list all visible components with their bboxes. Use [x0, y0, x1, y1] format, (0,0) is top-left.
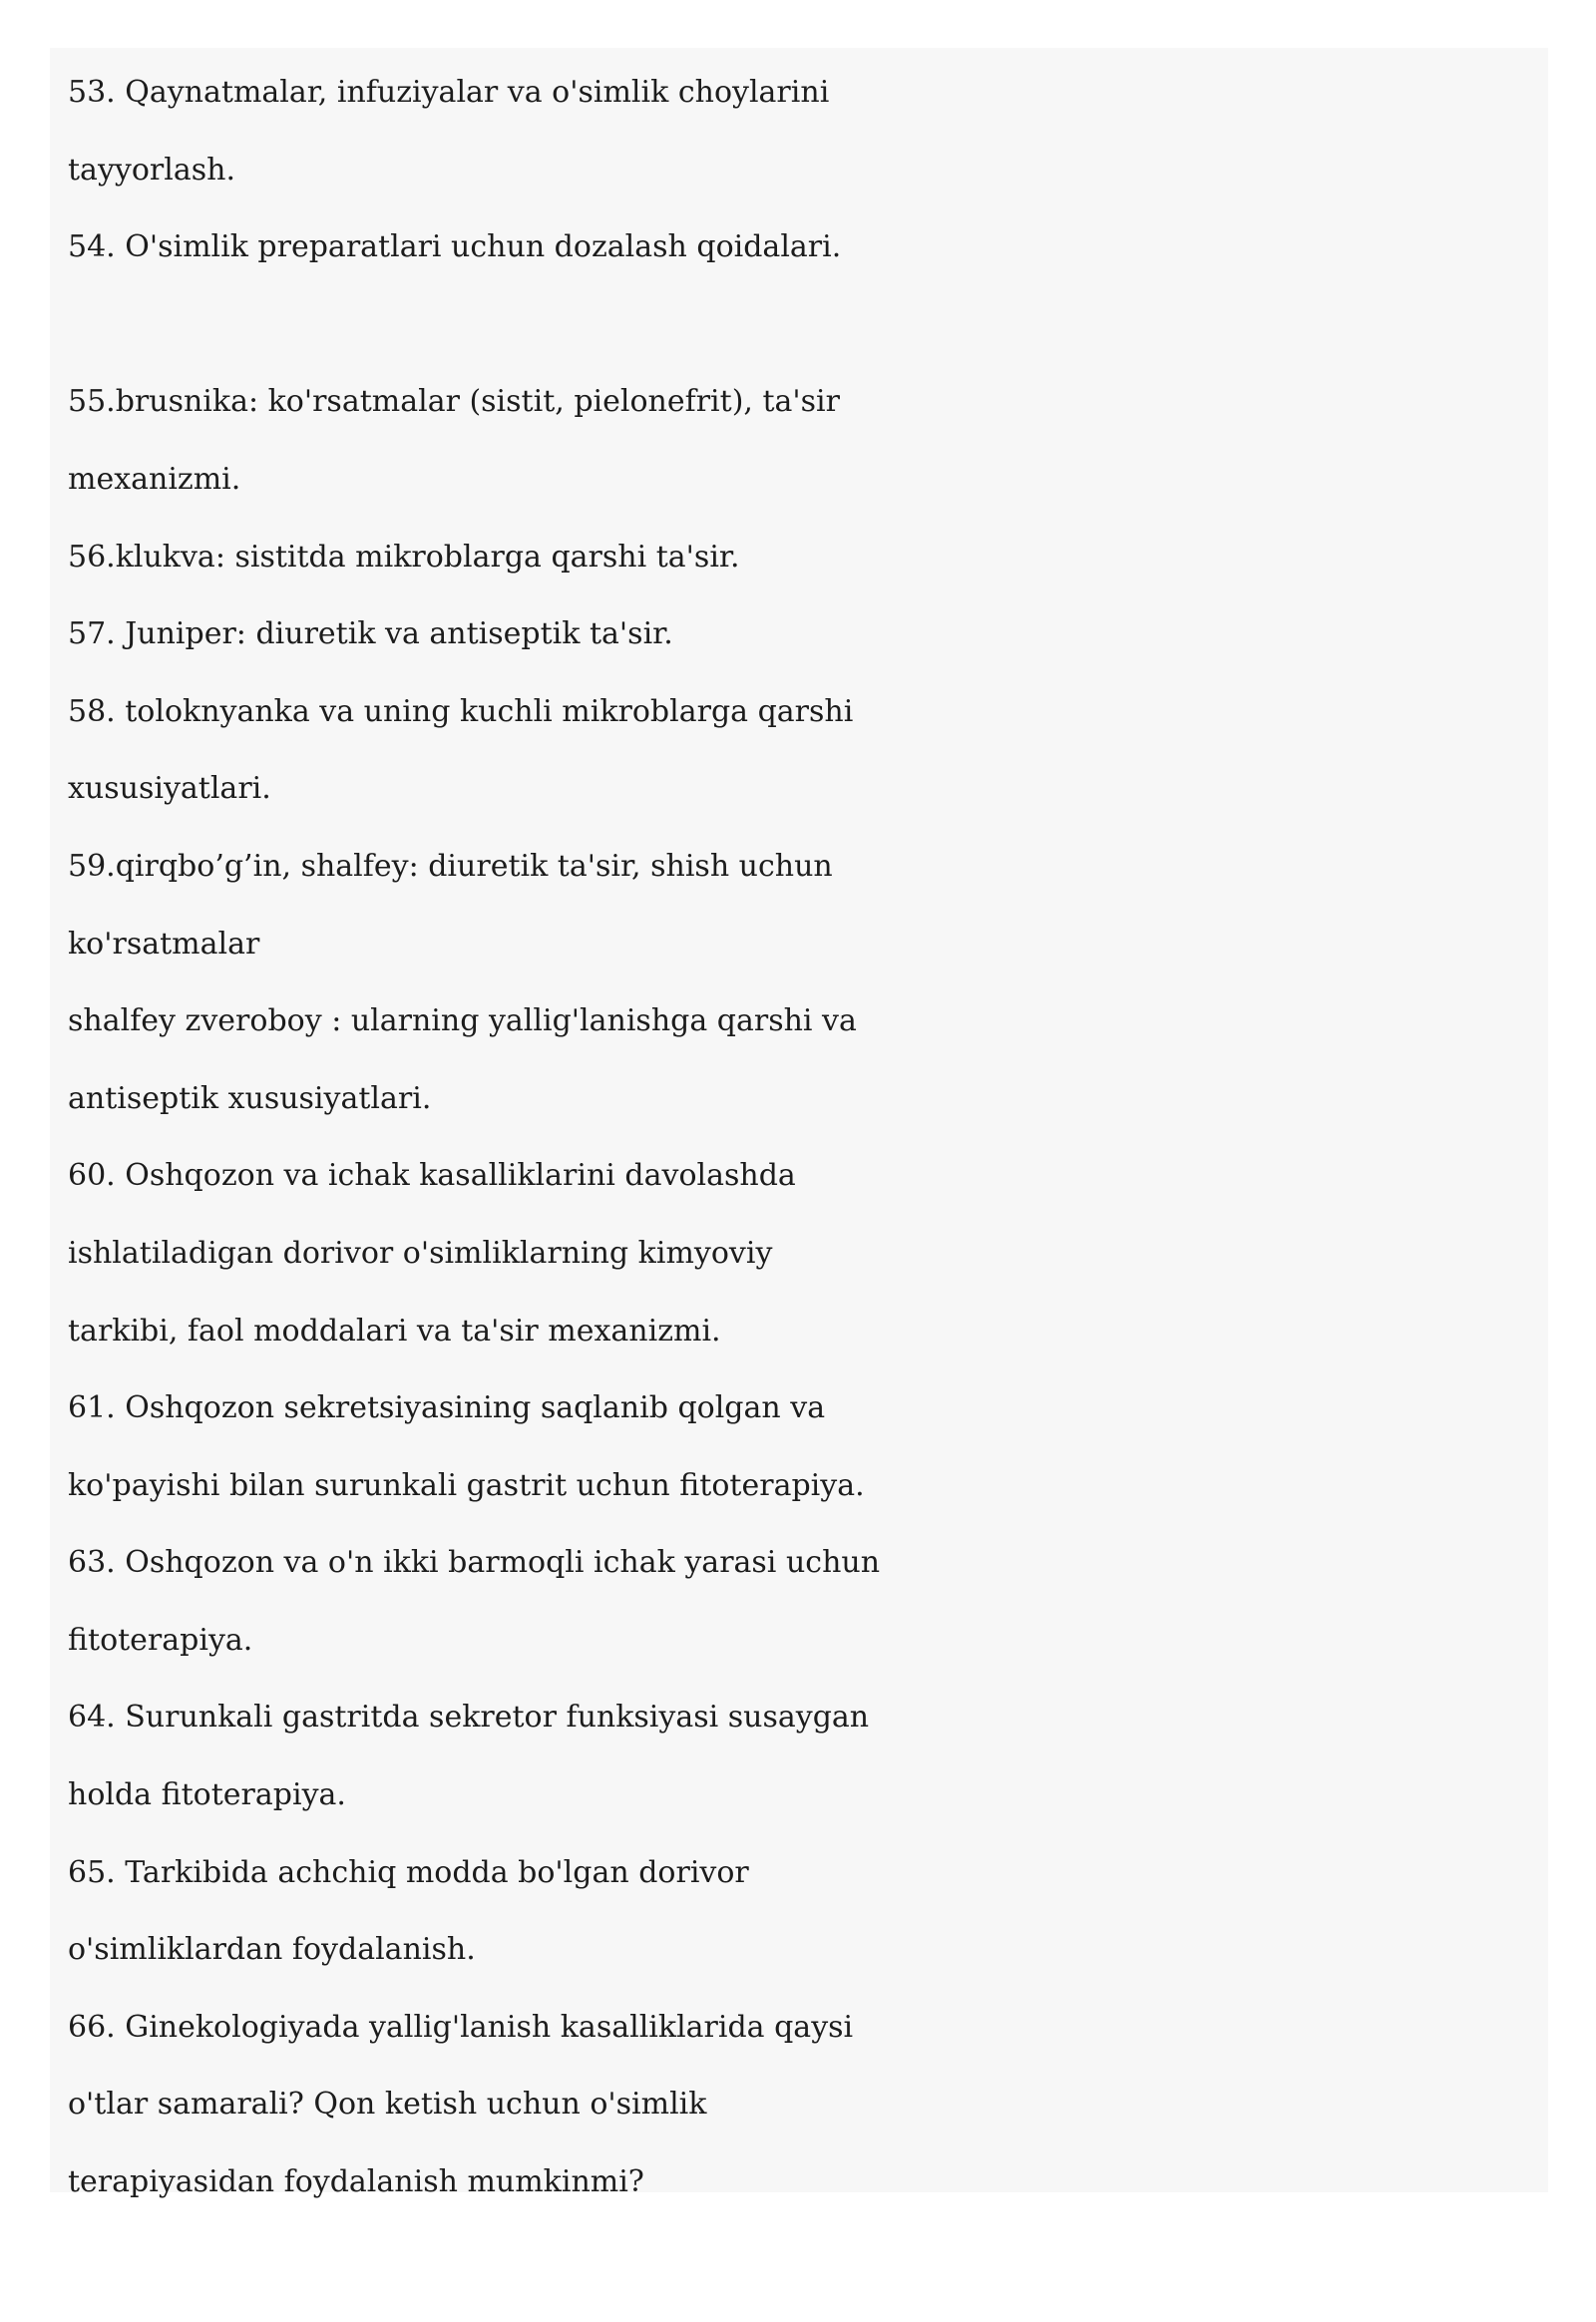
text-line: 59.qirqbo’g’in, shalfey: diuretik ta'sir, shish uchun	[68, 848, 833, 884]
text-line: 58. toloknyanka va uning kuchli mikroblarga qarshi	[68, 693, 854, 729]
text-line: 66. Ginekologiyada yallig'lanish kasalliklarida qaysi	[68, 2009, 854, 2045]
text-line: ko'rsatmalar	[68, 926, 260, 962]
text-line: o'tlar samarali? Qon ketish uchun o'simlik	[68, 2087, 707, 2123]
text-line: 60. Oshqozon va ichak kasalliklarini davolashda	[68, 1158, 796, 1194]
text-line: shalfey zveroboy : ularning yallig'lanishga qarshi va	[68, 1003, 857, 1039]
text-line: 54. O'simlik preparatlari uchun dozalash qoidalari.	[68, 229, 842, 265]
text-line: mexanizmi.	[68, 461, 241, 497]
text-line: 64. Surunkali gastritda sekretor funksiyasi susaygan	[68, 1700, 870, 1736]
text-line: ko'payishi bilan surunkali gastrit uchun fitoterapiya.	[68, 1467, 865, 1503]
text-line: tayyorlash.	[68, 152, 235, 188]
text-line: 55.brusnika: ko'rsatmalar (sistit, pielonefrit), ta'sir	[68, 384, 840, 420]
text-line: fitoterapiya.	[68, 1622, 253, 1658]
text-line: xususiyatlari.	[68, 771, 271, 807]
text-line: antiseptik xususiyatlari.	[68, 1080, 432, 1116]
text-line: 56.klukva: sistitda mikroblarga qarshi ta'sir.	[68, 539, 740, 575]
text-line: holda fitoterapiya.	[68, 1777, 346, 1813]
text-line: 63. Oshqozon va o'n ikki barmoqli ichak yarasi uchun	[68, 1545, 881, 1581]
text-line: 65. Tarkibida achchiq modda bo'lgan dorivor	[68, 1854, 749, 1890]
document-page	[50, 48, 1548, 2200]
text-line: 53. Qaynatmalar, infuziyalar va o'simlik choylarini	[68, 75, 830, 110]
text-line: 61. Oshqozon sekretsiyasining saqlanib qolgan va	[68, 1390, 826, 1426]
text-line: tarkibi, faol moddalari va ta'sir mexanizmi.	[68, 1313, 721, 1349]
text-line: terapiyasidan foydalanish mumkinmi?	[68, 2164, 644, 2200]
blank-line	[68, 286, 1548, 364]
text-line: ishlatiladigan dorivor o'simliklarning kimyoviy	[68, 1235, 773, 1271]
text-line: o'simliklardan foydalanish.	[68, 1932, 476, 1968]
text-line: 57. Juniper: diuretik va antiseptik ta'sir.	[68, 616, 673, 652]
